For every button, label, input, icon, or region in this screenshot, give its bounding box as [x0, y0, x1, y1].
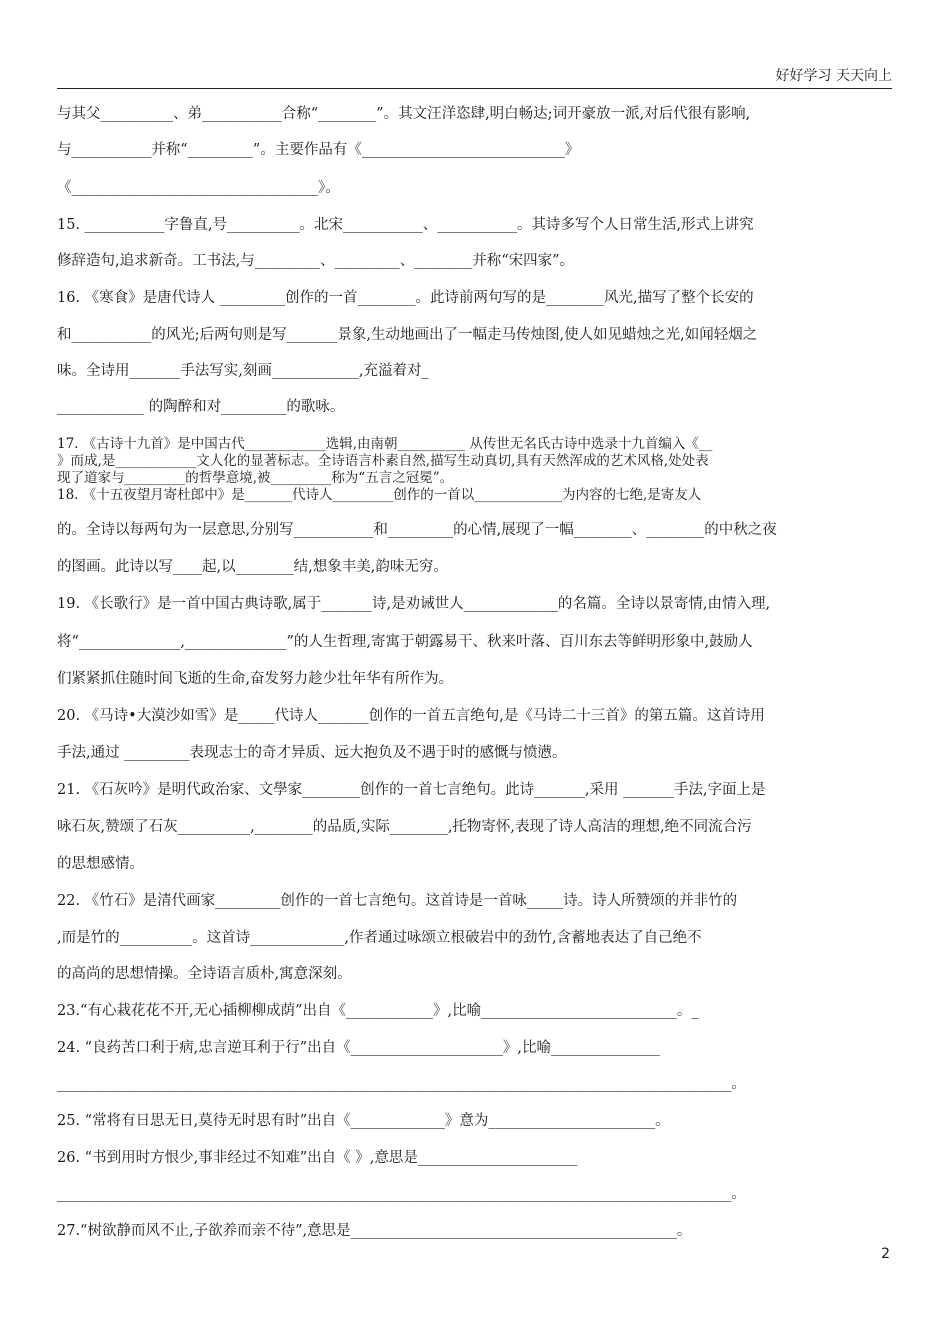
text-line: 和___________的风光;后两句则是写_______景象,生动地画出了一幅走马传烛图,使人如见蜡烛之光,如闻轻烟之: [57, 327, 758, 343]
text-line: 25. “常将有日思无日,莫待无时思有时”出自《_____________》意为_______________________。: [57, 1113, 670, 1129]
page-header: [57, 66, 892, 89]
text-line: 与___________并称“_________”。主要作品有《____________________________》: [57, 142, 580, 158]
page-number: 2: [881, 1246, 890, 1262]
header-motto: 好好学习 天天向上: [775, 68, 892, 84]
text-line: 们紧紧抓住随时间飞逝的生命,奋发努力趁少壮年华有所作为。: [57, 671, 454, 687]
text-line: 的高尚的思想情操。全诗语言质朴,寓意深刻。: [57, 966, 352, 982]
text-line: 的思想感情。: [57, 856, 144, 872]
text-line: ,而是竹的__________。这首诗_____________,作者通过咏颂立根破岩中的劲竹,含蓄地表达了自己绝不: [57, 930, 702, 946]
text-line: 27.“树欲静而风不止,子欲养而亲不待”,意思是_____________________________________________。: [57, 1223, 692, 1239]
text-line: _____________________________________________________________________________________________。: [57, 1186, 746, 1202]
text-line: 15. ___________字鲁直,号__________。北宋___________、___________。其诗多写个人日常生活,形式上讲究: [57, 217, 754, 233]
text-line: 修辞造句,追求新奇。工书法,与_________、_________、________并称“宋四家”。: [57, 253, 575, 269]
text-line: 20. 《马诗•大漠沙如雪》是_____代诗人_______创作的一首五言绝句,是《马诗二十三首》的第五篇。这首诗用: [57, 708, 765, 724]
text-line: 手法,通过 _________表现志士的奇才异质、远大抱负及不遇于时的感慨与愤懑。: [57, 745, 567, 761]
text-line: 《__________________________________》。: [57, 180, 340, 196]
text-line: 与其父__________、弟___________合称“________”。其文汪洋恣肆,明白畅达;词开豪放一派,对后代很有影响,: [57, 106, 751, 122]
text-line: 味。全诗用_______手法写实,刻画____________,充溢着对_: [57, 363, 429, 379]
text-line: 咏石灰,赞颂了石灰__________,________的品质,实际________,托物寄怀,表现了诗人高洁的理想,绝不同流合污: [57, 819, 752, 835]
text-line: 23.“有心栽花花不开,无心插柳柳成荫”出自《____________》,比喻___________________________。_: [57, 1003, 699, 1019]
text-line: _____________________________________________________________________________________________。: [57, 1076, 746, 1092]
text-line: 22. 《竹石》是清代画家_________创作的一首七言绝句。这首诗是一首咏_____诗。诗人所赞颂的并非竹的: [57, 893, 738, 909]
text-line: 现了道家与_________的哲學意境,被_________称为“五言之冠冕”。: [57, 470, 454, 486]
text-line: 21. 《石灰吟》是明代政治家、文學家________创作的一首七言绝句。此诗_______,采用 _______手法,字面上是: [57, 782, 766, 798]
text-line: 24. “良药苦口利于病,忠言逆耳利于行”出自《_____________________》,比喻_______________: [57, 1040, 660, 1056]
text-line: ____________ 的陶醉和对_________的歌咏。: [57, 399, 345, 415]
text-line: 将“______________,______________”的人生哲理,寄寓于朝露易干、秋来叶落、百川东去等鲜明形象中,鼓励人: [57, 634, 753, 650]
text-line: 》而成,是____________文人化的显著标志。全诗语言朴素自然,描写生动真切,具有天然浑成的艺术风格,处处表: [57, 453, 709, 469]
text-line: 的。全诗以每两句为一层意思,分别写___________和_________的心情,展现了一幅________、________的中秋之夜: [57, 522, 777, 538]
text-line: 16. 《寒食》是唐代诗人 _________创作的一首________。此诗前两句写的是________风光,描写了整个长安的: [57, 290, 754, 306]
text-line: 17. 《古诗十九首》是中国古代____________选辑,由南朝__________ 从传世无名氏古诗中选录十九首编入《__: [57, 436, 713, 452]
text-line: 18. 《十五夜望月寄杜郎中》是_______代诗人_________创作的一首以_____________为内容的七绝,是寄友人: [57, 487, 702, 503]
document-body: [57, 96, 907, 1249]
text-line: 19. 《长歌行》是一首中国古典诗歌,属于_______诗,是劝诫世人_____________的名篇。全诗以景寄情,由情入理,: [57, 596, 771, 612]
text-line: 的图画。此诗以写____起,以________结,想象丰美,韵味无穷。: [57, 559, 448, 575]
text-line: 26. “书到用时方恨少,事非经过不知难”出自《 》,意思是______________________: [57, 1150, 578, 1166]
